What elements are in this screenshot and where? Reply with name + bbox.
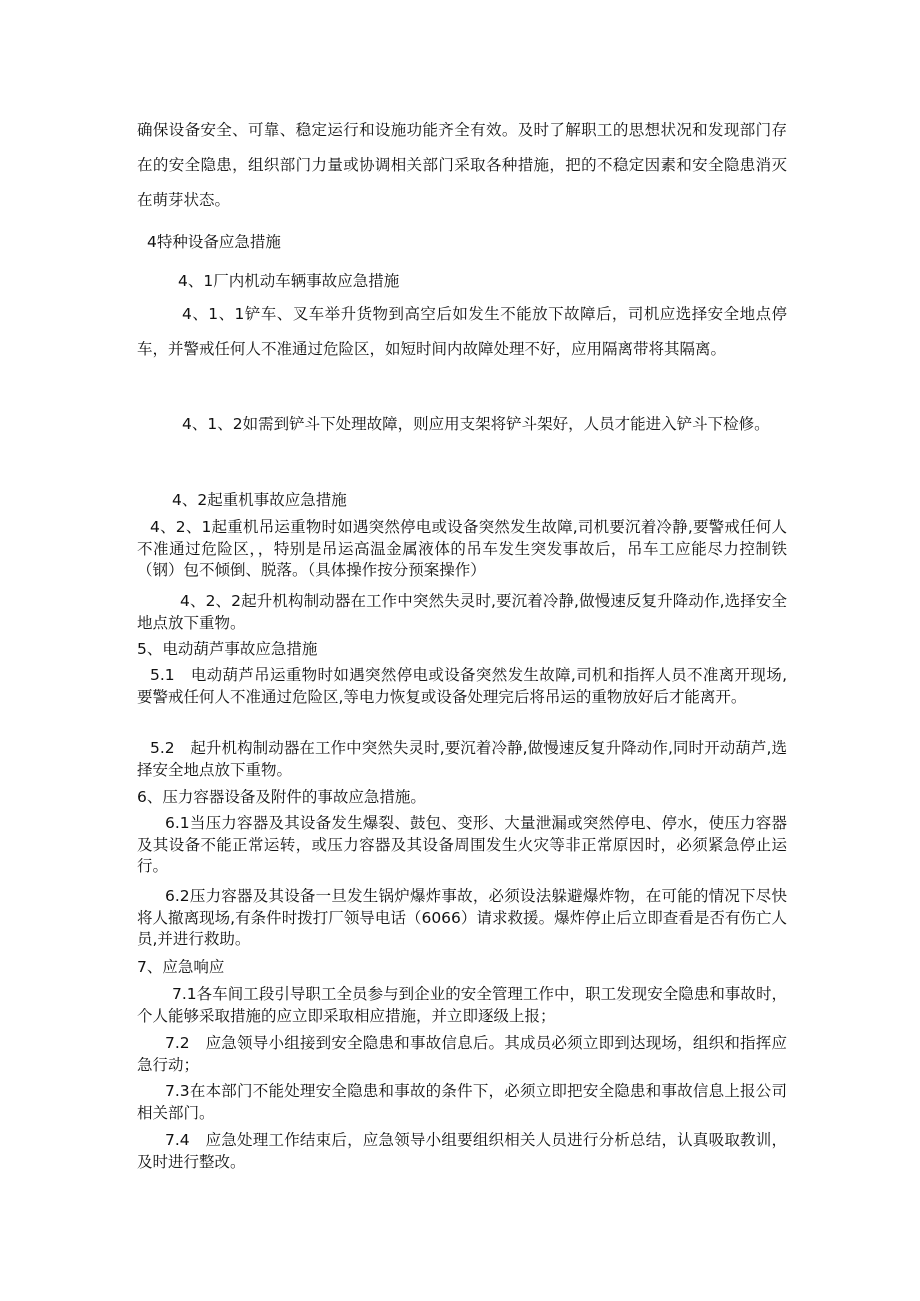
paragraph-7-1: 7.1各车间工段引导职工全员参与到企业的安全管理工作中，职工发现安全隐患和事故时，个人能够采取措施的应立即采取相应措施，并立即逐级上报； <box>137 985 787 1025</box>
paragraph-4-2-1: 4、2、1起重机吊运重物时如遇突然停电或设备突然发生故障,司机要沉着冷静,要警戒任何人不准通过危险区，，特别是吊运高温金属液体的吊车发生突发事故后，吊车工应能尽力控制铁（钢）包不倾倒、脱落。（具体操作按分预案操作） <box>137 518 787 579</box>
paragraph-intro: 确保设备安全、可靠、稳定运行和设施功能齐全有效。及时了解职工的思想状况和发现部门存在的安全隐患，组织部门力量或协调相关部门采取各种措施，把的不稳定因素和安全隐患消灭在萌芽状态。 <box>137 121 787 209</box>
paragraph-6-1: 6.1当压力容器及其设备发生爆裂、鼓包、变形、大量泄漏或突然停电、停水，使压力容器及其设备不能正常运转，或压力容器及其设备周围发生火灾等非正常原因时，必须紧急停止运行。 <box>137 814 787 875</box>
heading-5: 5、电动葫芦事故应急措施 <box>137 640 318 658</box>
paragraph-6-2: 6.2压力容器及其设备一旦发生锅炉爆炸事故，必须设法躲避爆炸物，在可能的情况下尽快将人撤离现场,有条件时拨打厂领导电话（6066）请求救援。爆炸停止后立即查看是否有伤亡人员,并进行救助。 <box>137 887 787 948</box>
heading-4-1: 4、1厂内机动车辆事故应急措施 <box>178 272 400 290</box>
paragraph-4-1-2: 4、1、2如需到铲斗下处理故障，则应用支架将铲斗架好，人员才能进入铲斗下检修。 <box>182 415 770 433</box>
paragraph-7-3: 7.3在本部门不能处理安全隐患和事故的条件下，必须立即把安全隐患和事故信息上报公司相关部门。 <box>137 1082 787 1122</box>
heading-6: 6、压力容器设备及附件的事故应急措施。 <box>137 788 426 806</box>
paragraph-5-1: 5.1 电动葫芦吊运重物时如遇突然停电或设备突然发生故障,司机和指挥人员不准离开现场,要警戒任何人不准通过危险区,等电力恢复或设备处理完后将吊运的重物放好后才能离开。 <box>137 666 787 706</box>
heading-4-2: 4、2起重机事故应急措施 <box>172 491 347 509</box>
paragraph-4-2-2: 4、2、2起升机构制动器在工作中突然失灵时,要沉着冷静,做慢速反复升降动作,选择安全地点放下重物。 <box>137 592 787 632</box>
paragraph-7-2: 7.2 应急领导小组接到安全隐患和事故信息后。其成员必须立即到达现场，组织和指挥应急行动； <box>137 1034 787 1074</box>
heading-7: 7、应急响应 <box>137 958 225 976</box>
paragraph-7-4: 7.4 应急处理工作结束后，应急领导小组要组织相关人员进行分析总结，认真吸取教训，及时进行整改。 <box>137 1131 787 1171</box>
paragraph-4-1-1: 4、1、1铲车、叉车举升货物到高空后如发生不能放下故障后，司机应选择安全地点停车，并警戒任何人不准通过危险区，如短时间内故障处理不好，应用隔离带将其隔离。 <box>137 305 787 358</box>
paragraph-5-2: 5.2 起升机构制动器在工作中突然失灵时,要沉着冷静,做慢速反复升降动作,同时开动葫芦,选择安全地点放下重物。 <box>137 739 787 779</box>
heading-4: 4特种设备应急措施 <box>147 233 281 251</box>
